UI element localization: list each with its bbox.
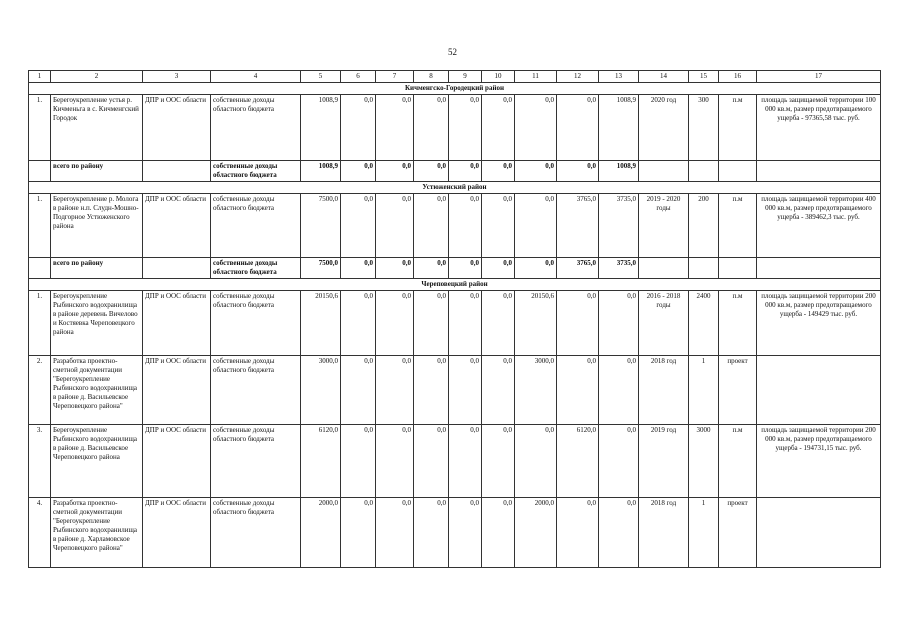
budget-table xyxy=(28,70,881,568)
table-cell: 6120,0 xyxy=(557,425,599,498)
table-row xyxy=(29,194,881,258)
table-cell: 0,0 xyxy=(376,95,414,161)
table-cell: 0,0 xyxy=(449,258,482,279)
table-cell: 0,0 xyxy=(414,356,449,425)
table-cell: 4. xyxy=(29,498,51,568)
table-cell: ДПР и ООС области xyxy=(143,498,211,568)
table-cell: Берегоукрепление устья р. Кичменьга в с. Кичменгский Городок xyxy=(51,95,143,161)
table-cell: 0,0 xyxy=(449,291,482,356)
section-title: Устюженский район xyxy=(29,182,881,194)
table-cell: 0,0 xyxy=(482,95,515,161)
column-header: 1 xyxy=(29,71,51,83)
table-cell: 3000,0 xyxy=(301,356,341,425)
table-cell: собственные доходы областного бюджета xyxy=(211,425,301,498)
table-cell: 0,0 xyxy=(414,161,449,182)
table-cell: 0,0 xyxy=(376,498,414,568)
table-cell: 0,0 xyxy=(449,194,482,258)
table-cell: 0,0 xyxy=(515,161,557,182)
table-cell: 0,0 xyxy=(515,194,557,258)
column-header: 12 xyxy=(557,71,599,83)
table-cell: проект xyxy=(719,498,757,568)
table-cell: 0,0 xyxy=(599,291,639,356)
table-cell: 0,0 xyxy=(376,258,414,279)
table-cell: 0,0 xyxy=(482,425,515,498)
table-cell: 3000,0 xyxy=(515,356,557,425)
table-cell: 0,0 xyxy=(482,258,515,279)
table-cell xyxy=(29,161,51,182)
table-cell: площадь защищаемой территории 200 000 кв.м, размер предотвращаемого ущерба - 194731,15 тыс. руб. xyxy=(757,425,881,498)
table-cell xyxy=(639,258,689,279)
table-cell: собственные доходы областного бюджета xyxy=(211,498,301,568)
table-cell xyxy=(719,161,757,182)
table-cell: 0,0 xyxy=(599,425,639,498)
table-cell xyxy=(689,258,719,279)
section-row xyxy=(29,182,881,194)
table-cell: 0,0 xyxy=(414,194,449,258)
table-cell: Разработка проектно-сметной документации "Берегоукрепление Рыбинского водохранилища в районе д. Харламовское Череповецкого района" xyxy=(51,498,143,568)
district-total-row xyxy=(29,161,881,182)
table-cell: 0,0 xyxy=(376,194,414,258)
table-cell: 0,0 xyxy=(341,161,376,182)
table-cell: 0,0 xyxy=(557,95,599,161)
table-cell: 3765,0 xyxy=(557,194,599,258)
table-cell: Разработка проектно-сметной документации "Берегоукрепление Рыбинского водохранилища в районе д. Васильевское Череповецкого района" xyxy=(51,356,143,425)
table-cell: 1. xyxy=(29,95,51,161)
column-header: 11 xyxy=(515,71,557,83)
table-cell: 3765,0 xyxy=(557,258,599,279)
table-cell: 1. xyxy=(29,194,51,258)
table-cell: ДПР и ООС области xyxy=(143,291,211,356)
table-cell: 1008,9 xyxy=(599,95,639,161)
column-header: 8 xyxy=(414,71,449,83)
table-cell: 2020 год xyxy=(639,95,689,161)
table-cell: 2018 год xyxy=(639,356,689,425)
table-cell: 7500,0 xyxy=(301,258,341,279)
table-cell: 300 xyxy=(689,95,719,161)
table-cell: площадь защищаемой территории 100 000 кв.м, размер предотвращаемого ущерба - 97365,58 тыс. руб. xyxy=(757,95,881,161)
column-header: 9 xyxy=(449,71,482,83)
table-cell: 0,0 xyxy=(414,291,449,356)
table-cell: 0,0 xyxy=(341,258,376,279)
column-header: 6 xyxy=(341,71,376,83)
table-cell: 0,0 xyxy=(482,291,515,356)
table-cell xyxy=(29,258,51,279)
table-cell: 2018 год xyxy=(639,498,689,568)
table-row xyxy=(29,498,881,568)
table-cell: собственные доходы областного бюджета xyxy=(211,258,301,279)
table-cell: 1 xyxy=(689,498,719,568)
district-total-row xyxy=(29,258,881,279)
table-cell xyxy=(143,258,211,279)
table-cell: 2000,0 xyxy=(301,498,341,568)
table-cell: 2019 - 2020 годы xyxy=(639,194,689,258)
table-cell: собственные доходы областного бюджета xyxy=(211,95,301,161)
table-cell: 0,0 xyxy=(599,356,639,425)
table-cell xyxy=(757,161,881,182)
table-cell: п.м xyxy=(719,291,757,356)
column-header: 17 xyxy=(757,71,881,83)
table-cell: 200 xyxy=(689,194,719,258)
table-cell xyxy=(757,258,881,279)
table-cell: 0,0 xyxy=(449,425,482,498)
table-cell: 0,0 xyxy=(341,425,376,498)
table-cell: 1008,9 xyxy=(301,161,341,182)
table-cell: 2016 - 2018 годы xyxy=(639,291,689,356)
table-cell: 0,0 xyxy=(341,95,376,161)
table-cell: 0,0 xyxy=(557,291,599,356)
table-cell: 1008,9 xyxy=(599,161,639,182)
column-header: 15 xyxy=(689,71,719,83)
table-cell xyxy=(639,161,689,182)
table-row xyxy=(29,95,881,161)
table-cell: 3735,0 xyxy=(599,194,639,258)
section-row xyxy=(29,279,881,291)
table-cell: 0,0 xyxy=(449,356,482,425)
table-cell: 0,0 xyxy=(341,356,376,425)
section-row xyxy=(29,83,881,95)
table-cell: проект xyxy=(719,356,757,425)
table-cell: 2000,0 xyxy=(515,498,557,568)
table-cell xyxy=(143,161,211,182)
table-cell: ДПР и ООС области xyxy=(143,95,211,161)
column-header: 5 xyxy=(301,71,341,83)
table-cell: 0,0 xyxy=(376,291,414,356)
table-cell: 0,0 xyxy=(482,356,515,425)
table-cell: 3735,0 xyxy=(599,258,639,279)
table-cell: 0,0 xyxy=(482,194,515,258)
table-cell: 7500,0 xyxy=(301,194,341,258)
column-header: 7 xyxy=(376,71,414,83)
table-cell: 1008,9 xyxy=(301,95,341,161)
table-cell: собственные доходы областного бюджета xyxy=(211,291,301,356)
table-cell: 0,0 xyxy=(414,425,449,498)
table-cell: ДПР и ООС области xyxy=(143,425,211,498)
table-cell: 0,0 xyxy=(482,161,515,182)
column-header: 16 xyxy=(719,71,757,83)
table-cell: 2400 xyxy=(689,291,719,356)
table-cell: п.м xyxy=(719,425,757,498)
column-header: 14 xyxy=(639,71,689,83)
table-cell xyxy=(719,258,757,279)
table-cell xyxy=(689,161,719,182)
table-cell: 0,0 xyxy=(414,95,449,161)
table-row xyxy=(29,291,881,356)
section-title: Кичменгско-Городецкий район xyxy=(29,83,881,95)
page-number: 52 xyxy=(448,47,457,57)
table-cell: п.м xyxy=(719,95,757,161)
section-title: Череповецкий район xyxy=(29,279,881,291)
table-cell: 0,0 xyxy=(341,291,376,356)
table-cell: 0,0 xyxy=(414,258,449,279)
table-cell: ДПР и ООС области xyxy=(143,356,211,425)
table-row xyxy=(29,356,881,425)
table-cell: 0,0 xyxy=(515,258,557,279)
table-cell: площадь защищаемой территории 400 000 кв.м, размер предотвращаемого ущерба - 389462,3 тыс. руб. xyxy=(757,194,881,258)
table-cell: 0,0 xyxy=(414,498,449,568)
table-cell: 3000 xyxy=(689,425,719,498)
table-cell xyxy=(757,356,881,425)
table-cell: 1. xyxy=(29,291,51,356)
table-cell: 2. xyxy=(29,356,51,425)
table-cell xyxy=(757,498,881,568)
table-cell: 0,0 xyxy=(449,95,482,161)
column-header: 4 xyxy=(211,71,301,83)
table-cell: Берегоукрепление Рыбинского водохранилища в районе деревень Вичелово и Костяевка Череповецкого района xyxy=(51,291,143,356)
table-cell: 20150,6 xyxy=(301,291,341,356)
table-cell: площадь защищаемой территории 200 000 кв.м, размер предотвращаемого ущерба - 149429 тыс. руб. xyxy=(757,291,881,356)
table-cell: 0,0 xyxy=(557,161,599,182)
table-cell: 0,0 xyxy=(515,425,557,498)
table-cell: собственные доходы областного бюджета xyxy=(211,356,301,425)
table-cell: собственные доходы областного бюджета xyxy=(211,194,301,258)
table-cell: 0,0 xyxy=(515,95,557,161)
table-cell: 1 xyxy=(689,356,719,425)
table-cell: 0,0 xyxy=(376,356,414,425)
table-cell: 0,0 xyxy=(557,498,599,568)
column-header: 13 xyxy=(599,71,639,83)
column-header: 3 xyxy=(143,71,211,83)
table-cell: собственные доходы областного бюджета xyxy=(211,161,301,182)
table-cell: 6120,0 xyxy=(301,425,341,498)
column-header: 2 xyxy=(51,71,143,83)
column-header-row xyxy=(29,71,881,83)
table-cell: 0,0 xyxy=(482,498,515,568)
table-cell: 0,0 xyxy=(376,425,414,498)
table-cell: 3. xyxy=(29,425,51,498)
table-cell: п.м xyxy=(719,194,757,258)
table-row xyxy=(29,425,881,498)
table-cell: Берегоукрепление Рыбинского водохранилища в районе д. Васильевское Череповецкого района xyxy=(51,425,143,498)
table-cell: 0,0 xyxy=(341,194,376,258)
table-cell: ДПР и ООС области xyxy=(143,194,211,258)
table-cell: 0,0 xyxy=(341,498,376,568)
table-cell: 0,0 xyxy=(376,161,414,182)
table-cell: 0,0 xyxy=(449,161,482,182)
column-header: 10 xyxy=(482,71,515,83)
table-cell: 0,0 xyxy=(599,498,639,568)
table-cell: всего по району xyxy=(51,258,143,279)
table-cell: Берегоукрепление р. Молога в районе н.п. Слудн-Мошно-Подгорное Устюженского района xyxy=(51,194,143,258)
table-cell: 20150,6 xyxy=(515,291,557,356)
table-cell: 0,0 xyxy=(449,498,482,568)
table-cell: 2019 год xyxy=(639,425,689,498)
table-cell: 0,0 xyxy=(557,356,599,425)
table-cell: всего по району xyxy=(51,161,143,182)
